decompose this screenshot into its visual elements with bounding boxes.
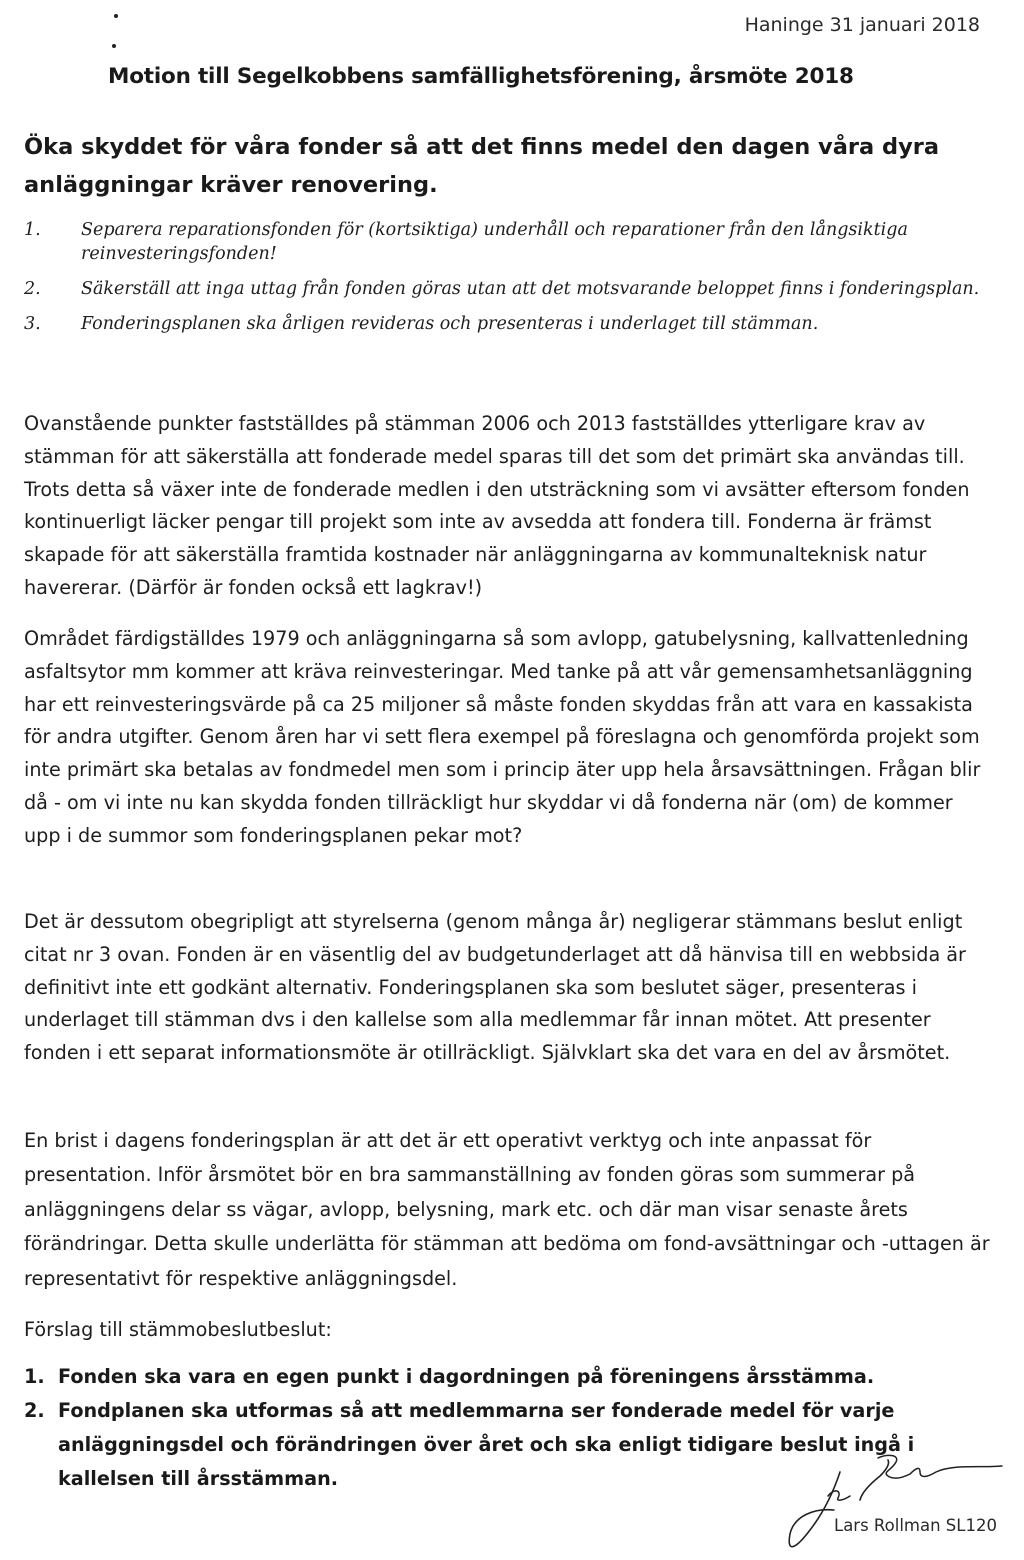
decided-points-list — [24, 218, 1004, 336]
point-text: Separera reparationsfonden för (kortsiktiga) underhåll och reparationer från den långsiktiga reinvesteringsfonden! — [81, 220, 908, 264]
point-number: 3. — [24, 314, 41, 334]
decided-point — [24, 312, 1004, 336]
decided-point — [24, 277, 1004, 301]
body-paragraph: Det är dessutom obegripligt att styrelserna (genom många år) negligerar stämmans beslut enligt citat nr 3 ovan. Fonden är en väsentlig del av budgetunderlaget att då hänvisa till en webbsida är definitivt inte ett godkänt alternativ. Fonderingsplanen ska som beslutet säger, presenteras i underlaget till stämman dvs i den kallelse som alla medlemmar får innan mötet. Att presenter fonden i ett separat informationsmöte är otillräckligt. Självklart ska det vara en del av årsmötet. — [24, 910, 966, 1065]
decided-point — [24, 218, 1004, 266]
body-paragraph: Ovanstående punkter fastställdes på stämman 2006 och 2013 fastställdes ytterligare krav av stämman för att säkerställa att fonderade medel sparas till det som det primärt ska användas till. Trots detta så växer inte de fonderade medlen i den utsträckning som vi avsätter eftersom fonden kontinuerligt läcker pengar till projekt som inte av avsedda att fondera till. Fonderna är främst skapade för att säkerställa framtida kostnader när anläggningarna av kommunalteknisk natur havererar. (Därför är fonden också ett lagkrav!) — [24, 412, 970, 599]
proposal-text: Fondplanen ska utformas så att medlemmarna ser fonderade medel för varje anläggningsdel och förändringen över året och ska enligt tidigare beslut ingå i kallelsen till årsstämman. — [58, 1399, 915, 1490]
body-paragraph: En brist i dagens fonderingsplan är att det är ett operativt verktyg och inte anpassat för presentation. Inför årsmötet bör en bra sammanställning av fonden göras som summerar på anläggningens delar ss vägar, avlopp, belysning, mark etc. och där man visar senaste årets förändringar. Detta skulle underlätta för stämman att bedöma om fond-avsättningar och -uttagen är representativt för respektive anläggningsdel. — [24, 1129, 990, 1290]
handwritten-signature — [770, 1450, 1020, 1560]
scan-dot — [114, 14, 118, 18]
point-number: 1. — [24, 220, 41, 240]
proposal-number: 2. — [24, 1399, 45, 1422]
proposal-intro: Förslag till stämmobeslutbeslut: — [24, 1318, 332, 1341]
point-text: Fonderingsplanen ska årligen revideras och presenteras i underlaget till stämman. — [81, 314, 819, 334]
document-subtitle: Öka skyddet för våra fonder så att det finns medel den dagen våra dyra anläggningar kräver renovering. — [24, 134, 940, 198]
signer-name: Lars Rollman SL120 — [834, 1516, 997, 1535]
body-paragraph: Området färdigställdes 1979 och anläggningarna så som avlopp, gatubelysning, kallvattenledning asfaltsytor mm kommer att kräva reinvesteringar. Med tanke på att vår gemensamhetsanläggning har ett reinvesteringsvärde på ca 25 miljoner så måste fonden skyddas från att vara en kassakista för andra utgifter. Genom åren har vi sett flera exempel på föreslagna och genomförda projekt som inte primärt ska betalas av fondmedel men som i princip äter upp hela årsavsättningen. Frågan blir då - om vi inte nu kan skydda fonden tillräckligt hur skyddar vi då fonderna när (om) de kommer upp i de summor som fonderingsplanen pekar mot? — [24, 627, 981, 847]
proposal-item — [24, 1360, 994, 1394]
point-text: Säkerställ att inga uttag från fonden göras utan att det motsvarande beloppet finns i fonderingsplan. — [81, 279, 980, 299]
proposal-number: 1. — [24, 1365, 45, 1388]
point-number: 2. — [24, 279, 41, 299]
proposal-text: Fonden ska vara en egen punkt i dagordningen på föreningens årsstämma. — [58, 1365, 875, 1388]
document-title: Motion till Segelkobbens samfällighetsförening, årsmöte 2018 — [108, 64, 854, 89]
document-date: Haninge 31 januari 2018 — [744, 14, 980, 36]
scan-dot — [112, 44, 116, 48]
